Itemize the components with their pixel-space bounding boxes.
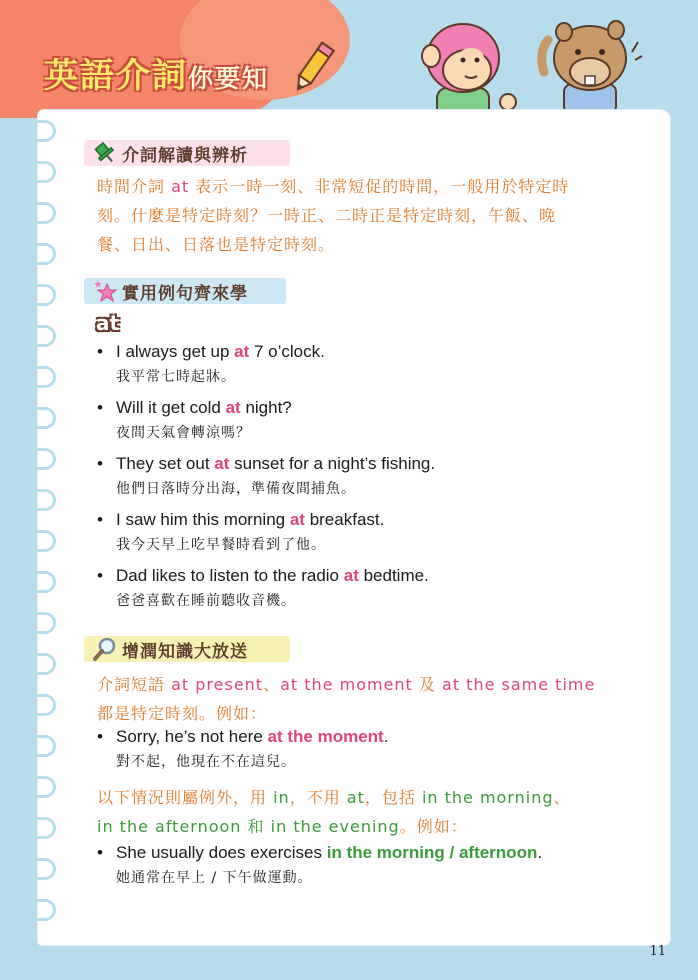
example-english bbox=[97, 454, 637, 474]
notebook-binding bbox=[26, 120, 56, 940]
example-english bbox=[97, 843, 637, 863]
bullet: • bbox=[97, 454, 103, 473]
bullet: • bbox=[97, 398, 103, 417]
text-span: ，包括 bbox=[364, 788, 422, 807]
section-heading-label: 介詞解讀與辨析 bbox=[122, 145, 248, 166]
keyword-phrase: at the same time bbox=[442, 675, 596, 694]
example-chinese: 他們日落時分出海，準備夜間捕魚。 bbox=[116, 481, 356, 497]
binding-ring bbox=[26, 858, 56, 880]
keyword-phrase: in the evening bbox=[270, 817, 400, 836]
keyword-highlight: in the morning / afternoon bbox=[326, 843, 538, 862]
title-main-text: 英語介詞 bbox=[44, 56, 188, 96]
enrichment-line bbox=[97, 812, 637, 841]
text-span: breakfast. bbox=[304, 510, 385, 529]
binding-ring bbox=[26, 612, 56, 634]
binding-ring bbox=[26, 776, 56, 798]
text-span: sunset for a night’s fishing. bbox=[229, 454, 436, 473]
bullet: • bbox=[97, 342, 103, 361]
text-span: 時間介詞 bbox=[97, 177, 172, 196]
keyword-at: at bbox=[346, 788, 365, 807]
pencil-icon bbox=[290, 40, 336, 96]
binding-ring bbox=[26, 448, 56, 470]
example-chinese: 夜間天氣會轉涼嗎？ bbox=[116, 425, 251, 441]
example-english bbox=[97, 342, 637, 362]
analysis-line: 餐、日出、日落也是特定時刻。 bbox=[97, 235, 336, 254]
example-english bbox=[97, 398, 637, 418]
example-english bbox=[97, 510, 637, 530]
binding-ring bbox=[26, 899, 56, 921]
example-item bbox=[97, 510, 637, 554]
enrichment-line bbox=[97, 670, 637, 699]
analysis-line: 刻。什麼是特定時刻？一時正、二時正是特定時刻，午飯、晚 bbox=[97, 206, 557, 225]
binding-ring bbox=[26, 120, 56, 142]
example-item bbox=[97, 342, 637, 386]
bullet: • bbox=[97, 510, 103, 529]
binding-ring bbox=[26, 817, 56, 839]
binding-ring bbox=[26, 735, 56, 757]
page-title bbox=[44, 48, 269, 97]
keyword-phrase: at present bbox=[171, 675, 264, 694]
keyword-at: at bbox=[343, 566, 359, 585]
keyword-at: at bbox=[214, 454, 230, 473]
text-span: 、 bbox=[263, 675, 281, 694]
example-chinese: 對不起，他現在不在這兒。 bbox=[116, 754, 296, 770]
binding-ring bbox=[26, 202, 56, 224]
binding-ring bbox=[26, 653, 56, 675]
title-sub-text: 你要知 bbox=[188, 64, 270, 93]
binding-ring bbox=[26, 407, 56, 429]
text-span: 。例如： bbox=[399, 817, 468, 836]
example-item bbox=[97, 566, 637, 610]
enrichment-line bbox=[97, 783, 637, 812]
capybara-character-icon bbox=[534, 12, 644, 112]
magnifier-icon bbox=[92, 636, 118, 662]
keyword-at: at bbox=[171, 177, 190, 196]
example-chinese: 她通常在早上 / 下午做運動。 bbox=[116, 870, 313, 886]
text-span: Will it get cold bbox=[116, 398, 226, 417]
example-chinese: 爸爸喜歡在睡前聽收音機。 bbox=[116, 593, 296, 609]
binding-ring bbox=[26, 243, 56, 265]
bullet: • bbox=[97, 566, 103, 585]
keyword-at: at bbox=[289, 510, 305, 529]
section-heading-label: 增潤知識大放送 bbox=[122, 641, 248, 662]
example-item bbox=[97, 454, 637, 498]
text-span: bedtime. bbox=[358, 566, 429, 585]
analysis-paragraph bbox=[97, 172, 637, 259]
enrichment-example-2 bbox=[97, 843, 637, 887]
example-english bbox=[97, 727, 637, 747]
text-span: They set out bbox=[116, 454, 215, 473]
text-span: 以下情況則屬例外，用 bbox=[97, 788, 274, 807]
page-number: 11 bbox=[649, 944, 666, 959]
analysis-line bbox=[97, 172, 637, 201]
binding-ring bbox=[26, 694, 56, 716]
star-icon bbox=[92, 278, 118, 304]
example-chinese: 我今天早上吃早餐時看到了他。 bbox=[116, 537, 326, 553]
bullet: • bbox=[97, 727, 103, 746]
text-span: She usually does exercises bbox=[116, 843, 327, 862]
example-chinese: 我平常七時起牀。 bbox=[116, 369, 236, 385]
text-span: Dad likes to listen to the radio bbox=[116, 566, 344, 585]
text-span: I always get up bbox=[116, 342, 235, 361]
enrichment-example-1 bbox=[97, 727, 637, 771]
text-span: 7 o’clock. bbox=[249, 342, 325, 361]
text-span: . bbox=[383, 727, 389, 746]
section-heading-analysis bbox=[84, 140, 290, 166]
text-span: night? bbox=[240, 398, 292, 417]
section-heading-label: 實用例句齊來學 bbox=[122, 283, 248, 304]
binding-ring bbox=[26, 530, 56, 552]
section-heading-enrichment bbox=[84, 636, 290, 662]
pushpin-icon bbox=[92, 140, 118, 166]
example-item bbox=[97, 398, 637, 442]
keyword-in: in bbox=[273, 788, 290, 807]
text-span: 表示一時一刻、非常短促的時間，一般用於特定時 bbox=[189, 177, 570, 196]
text-span: . bbox=[537, 843, 543, 862]
text-span: ，不用 bbox=[289, 788, 347, 807]
keyword-phrase: in the morning bbox=[421, 788, 554, 807]
text-span: Sorry, he’s not here bbox=[116, 727, 268, 746]
keyword-at: at bbox=[234, 342, 250, 361]
monkey-character-icon bbox=[415, 18, 525, 113]
bullet: • bbox=[97, 843, 103, 862]
text-span: 及 bbox=[412, 675, 443, 694]
enrichment-paragraph-2 bbox=[97, 783, 637, 841]
binding-ring bbox=[26, 325, 56, 347]
binding-ring bbox=[26, 284, 56, 306]
example-english bbox=[97, 566, 637, 586]
text-span: 和 bbox=[241, 817, 271, 836]
text-span: 、 bbox=[553, 788, 571, 807]
text-span: I saw him this morning bbox=[116, 510, 290, 529]
binding-ring bbox=[26, 366, 56, 388]
keyword-phrase: at the moment bbox=[280, 675, 413, 694]
at-badge: at bbox=[96, 311, 120, 335]
keyword-at: at bbox=[225, 398, 241, 417]
section-heading-examples bbox=[84, 278, 286, 304]
binding-ring bbox=[26, 571, 56, 593]
binding-ring bbox=[26, 161, 56, 183]
enrichment-line: 都是特定時刻。例如： bbox=[97, 704, 268, 723]
keyword-phrase: in the afternoon bbox=[97, 817, 242, 836]
text-span: 介詞短語 bbox=[97, 675, 172, 694]
enrichment-paragraph-1 bbox=[97, 670, 637, 728]
keyword-highlight: at the moment bbox=[267, 727, 384, 746]
binding-ring bbox=[26, 489, 56, 511]
